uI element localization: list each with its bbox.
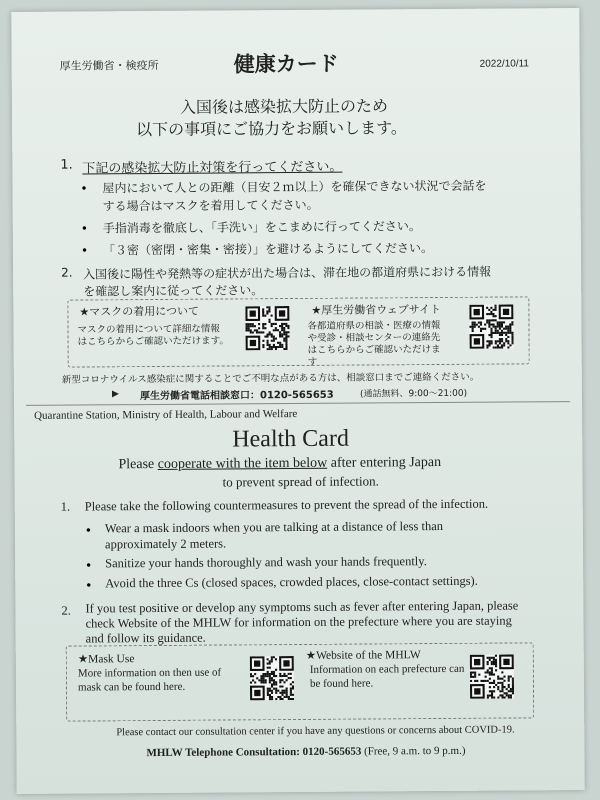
en-item2-number: 2. <box>61 603 71 618</box>
jp-bullet-1b: する場合はマスクを着用してください。 <box>102 197 319 214</box>
en-web-title: ★Website of the MHLW <box>305 649 421 662</box>
jp-title: 健康カード <box>233 51 339 77</box>
en-title: Health Card <box>232 425 349 453</box>
jp-bullet-1a: 屋内において人との距離（目安２ｍ以上）を確保できない状況で会話を <box>102 178 487 196</box>
en-bullet-2: Sanitize your hands thoroughly and wash your hands frequently. <box>105 554 427 571</box>
jp-bullet-2: 手指消毒を徹底し、「手洗い」をこまめに行ってください。 <box>102 219 421 236</box>
mhlw-qr-code-jp[interactable] <box>469 304 513 348</box>
jp-item1-text: 下記の感染拡大防止対策を行ってください。 <box>82 159 343 177</box>
en-tel-label: MHLW Telephone Consultation: 0120-565653 <box>146 745 362 760</box>
en-item2-line2: check Website of the MHLW for information on the prefecture where you are staying <box>85 613 512 631</box>
en-lead-2: to prevent spread of infection. <box>222 473 379 490</box>
qr-icon <box>469 304 513 348</box>
en-bullet-dot: • <box>85 558 93 573</box>
jp-bullet-dot: • <box>80 243 89 258</box>
qr-icon <box>470 654 514 698</box>
en-lead-pre: Please <box>118 456 158 473</box>
en-bullet-3: Avoid the three Cs (closed spaces, crowded places, close-contact settings). <box>105 573 478 591</box>
health-card-sheet <box>11 8 584 794</box>
jp-lead-1: 入国後は感染拡大防止のため <box>179 96 389 117</box>
jp-item2-line2: を確認し案内に従ってください。 <box>83 283 264 299</box>
jp-mask-text1: マスクの着用について詳細な情報 <box>77 323 220 336</box>
jp-tel-note: (通話無料、9:00～21:00) <box>359 388 468 400</box>
jp-web-title: ★厚生労働省ウェブサイト <box>311 302 442 317</box>
en-ministry: Quarantine Station, Ministry of Health, Labour and Welfare <box>34 408 298 422</box>
en-mask-title: ★Mask Use <box>77 653 135 666</box>
jp-web-text4: す <box>307 356 318 368</box>
en-bullet-1b: approximately 2 meters. <box>104 536 227 552</box>
jp-web-text2: や受診・相談センターの連絡先 <box>307 332 441 344</box>
jp-web-text1: 各都道府県の相談・医療の情報 <box>307 320 441 332</box>
mhlw-qr-code-en[interactable] <box>470 654 514 698</box>
jp-tel-label: 厚生労働省電話相談窓口：0120-565653 <box>139 389 334 403</box>
jp-bullet-dot: • <box>80 181 88 196</box>
mask-qr-code-en[interactable] <box>250 656 294 700</box>
jp-item2-line1: 入国後に陽性や発熱等の症状が出た場合は、滞在地の都道府県における情報 <box>83 264 492 282</box>
jp-mask-text2: はこちらからご確認いただけます。 <box>77 335 229 348</box>
en-item1-number: 1. <box>60 499 71 514</box>
en-tel-note: (Free, 9 a.m. to 9 p.m.) <box>361 744 466 758</box>
jp-bullet-dot: • <box>80 221 88 236</box>
en-item2-line3: and follow its guidance. <box>85 630 206 646</box>
jp-web-text3: はこちらからご確認いただけま <box>307 344 441 356</box>
qr-icon <box>245 306 289 350</box>
en-tel-line <box>146 745 465 759</box>
en-bullet-dot: • <box>85 578 93 593</box>
jp-lead-2: 以下の事項にご協力をお願いします。 <box>136 118 407 140</box>
en-contact-note: Please contact our consultation center if you have any questions or concerns about COVID-19. <box>116 724 515 739</box>
jp-item1-number: 1. <box>60 157 73 173</box>
en-item2-line1: If you test positive or develop any symptoms such as fever after entering Japan, please <box>85 598 519 616</box>
en-lead-underlined: cooperate with the item below <box>157 455 328 472</box>
en-lead-1 <box>118 455 441 473</box>
qr-icon <box>250 656 294 700</box>
en-web-text2: be found here. <box>309 677 374 690</box>
jp-bullet-3: 「３密（密閉・密集・密接）」を避けるようにしてください。 <box>102 241 434 258</box>
en-lead-post: after entering Japan <box>327 455 442 471</box>
en-item1-text: Please take the following countermeasures to prevent the spread of the infection. <box>84 496 489 514</box>
en-bullet-1a: Wear a mask indoors when you are talking at a distance of less than <box>104 518 444 536</box>
en-mask-text2: mask can be found here. <box>77 680 186 694</box>
mask-qr-code-jp[interactable] <box>245 306 289 350</box>
jp-item2-number: 2. <box>61 265 73 280</box>
jp-mask-title: ★マスクの着用について <box>79 304 200 319</box>
section-divider <box>26 401 570 406</box>
en-mask-text1: More information on then use of <box>77 666 222 680</box>
jp-ministry: 厚生労働省・検疫所 <box>59 58 159 73</box>
jp-date: 2022/10/11 <box>479 58 530 70</box>
en-web-text1: Information on each prefecture can <box>309 662 465 676</box>
jp-contact-note: 新型コロナウイルス感染症に関することでご不明な点がある方は、相談窓口までご連絡ください。 <box>61 371 480 386</box>
triangle-icon: ▶ <box>111 389 119 400</box>
en-bullet-dot: • <box>84 523 93 538</box>
